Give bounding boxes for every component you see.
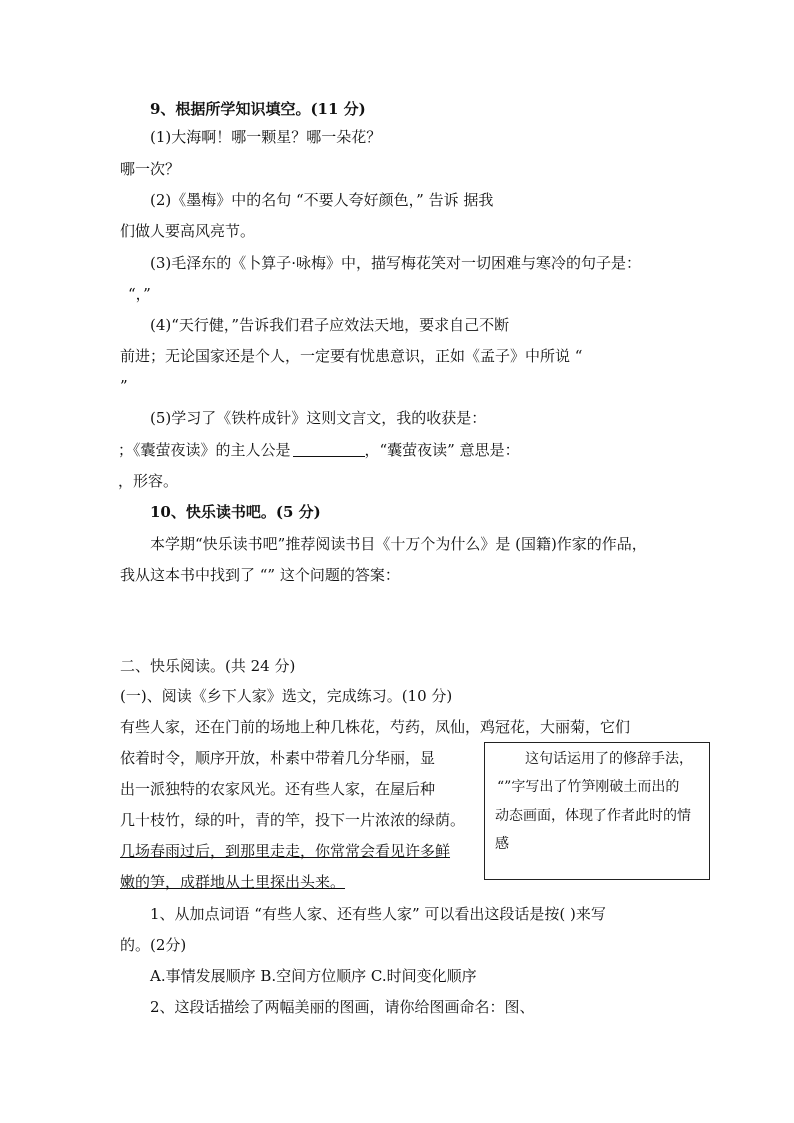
q9-item-5-text-a: ；《囊萤夜读》的主人公是 xyxy=(118,441,291,459)
annotation-line: 动态画面，体现了作者此时的情 xyxy=(495,808,691,824)
q9-item-3-line-1: (3)毛泽东的《卜算子·咏梅》中，描写梅花笑对一切困难与寒冷的句子是： xyxy=(150,254,642,272)
reading-q1-options: A.事情发展顺序 B.空间方位顺序 C.时间变化顺序 xyxy=(150,967,477,985)
reading-section-title: 二、快乐阅读。(共 24 分) xyxy=(120,657,296,675)
q9-item-4-line-1: (4)“天行健，”告诉我们君子应效法天地，要求自己不断 xyxy=(150,316,510,334)
answer-blank[interactable] xyxy=(293,442,365,457)
passage-line-underlined: 嫩的笋，成群地从土里探出头来。 xyxy=(120,873,346,891)
passage-line: 依着时令，顺序开放，朴素中带着几分华丽，显 xyxy=(120,749,436,767)
q9-item-5-text-b: ，“囊萤夜读” 意思是： xyxy=(364,441,520,459)
annotation-box xyxy=(484,742,710,880)
q10-line-2: 我从这本书中找到了 “” 这个问题的答案： xyxy=(120,566,400,584)
q10-line-1: 本学期“快乐读书吧”推荐阅读书目《十万个为什么》是 (国籍)作家的作品， xyxy=(150,535,647,553)
q9-item-2-line-2: 们做人要高风亮节。 xyxy=(120,222,256,240)
q9-item-3-line-2: “，” xyxy=(128,285,151,303)
q9-item-4-line-2: 前进；无论国家还是个人，一定要有忧患意识，正如《孟子》中所说 “ xyxy=(120,347,583,365)
q9-item-5-line-2 xyxy=(118,440,520,460)
passage-line: 出一派独特的农家风光。还有些人家，在屋后种 xyxy=(120,780,436,798)
reading-q2: 2、这段话描绘了两幅美丽的图画，请你给图画命名：图、 xyxy=(150,998,535,1016)
reading-q1-line-2: 的。(2分) xyxy=(120,936,187,954)
q9-item-2-line-1: (2)《墨梅》中的名句 “不要人夸好颜色，” 告诉 据我 xyxy=(150,191,494,209)
q9-item-1-line-1: (1)大海啊！哪一颗星？哪一朵花？ xyxy=(150,128,382,146)
q9-item-5-line-3: ，形容。 xyxy=(118,472,179,490)
question-9-title: 9、根据所学知识填空。(11 分) xyxy=(150,100,366,118)
annotation-line: 这句话运用了的修辞手法， xyxy=(525,751,693,767)
q9-item-4-line-3: ” xyxy=(120,377,128,395)
annotation-line: “”字写出了竹笋刚破土而出的 xyxy=(497,779,680,795)
passage-line-underlined: 几场春雨过后，到那里走走，你常常会看见许多鲜 xyxy=(120,842,451,860)
reading-subsection-title: (一)、阅读《乡下人家》选文，完成练习。(10 分) xyxy=(120,687,453,705)
passage-line: 有些人家，还在门前的场地上种几株花，芍药，凤仙，鸡冠花，大丽菊，它们 xyxy=(120,718,631,736)
q9-item-5-line-1: (5)学习了《铁杵成针》这则文言文，我的收获是： xyxy=(150,409,487,427)
q9-item-1-line-2: 哪一次？ xyxy=(120,160,181,178)
passage-line: 几十枝竹，绿的叶，青的竿，投下一片浓浓的绿荫。 xyxy=(120,811,466,829)
annotation-line: 感 xyxy=(495,836,509,852)
question-10-title: 10、快乐读书吧。(5 分) xyxy=(150,503,321,521)
reading-q1-line-1: 1、从加点词语 “有些人家、还有些人家” 可以看出这段话是按( )来写 xyxy=(150,905,606,923)
